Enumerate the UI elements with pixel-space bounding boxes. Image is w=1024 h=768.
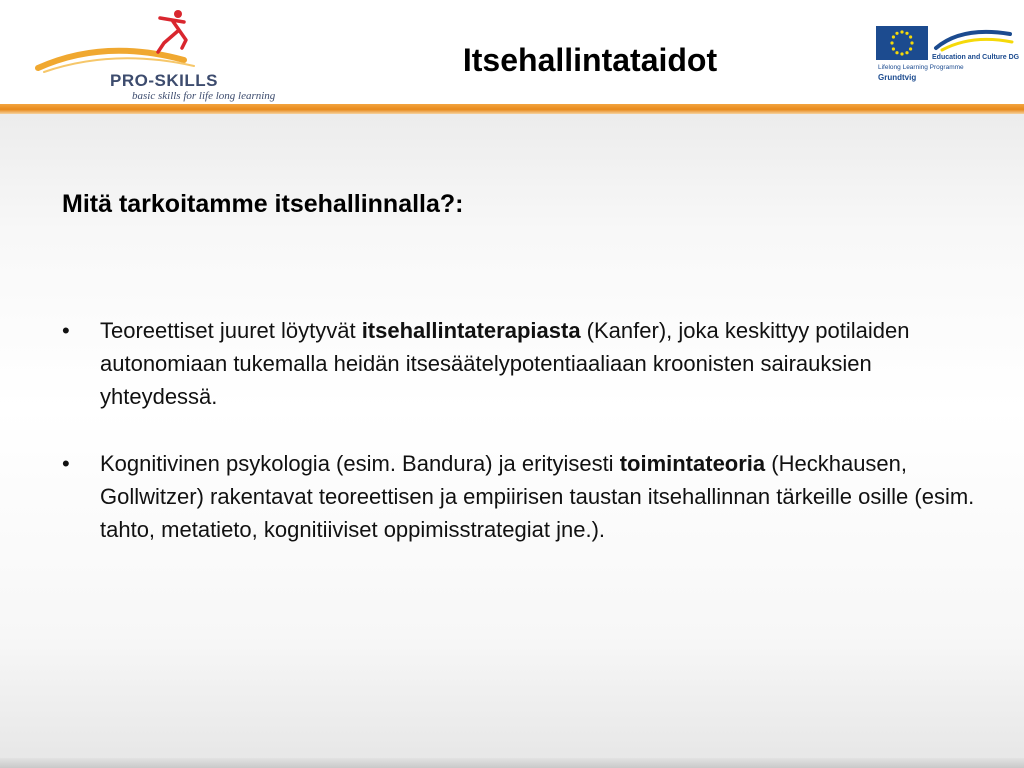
header-divider-bar [0,104,1024,114]
bullet-text: Teoreettiset juuret löytyvät [100,318,362,343]
eu-lifelong-learning-logo [876,22,1018,88]
slide-title: Itsehallintataidot [462,42,718,78]
eu-department-label: Education and Culture DG [932,54,1020,61]
bullet-list [62,314,982,546]
bullet-text: (Kanfer), joka keskittyy potilaiden autonomiaan tukemalla heidän itsesäätelypotentiaaliaan kroonisten sairauksien yhteydessä. [100,318,910,409]
pro-skills-logo [34,8,276,102]
slide-subtitle: Mitä tarkoitamme itsehallinnalla?: [62,190,464,218]
eu-subprogramme-label: Grundtvig [878,73,917,82]
bullet-text: (Heckhausen, Gollwitzer) rakentavat teoreettisen ja empiirisen taustan itsehallinnan tärkeille osille (esim. tahto, metatieto, kognitiiviset oppimisstrategiat jne.). [100,451,975,542]
logo-tagline: basic skills for life long learning [132,90,276,102]
bullet-marker: • [62,318,70,343]
eu-flag-icon [876,26,928,60]
bullet-bold-term: toimintateoria [619,451,766,476]
bullet-marker: • [62,451,70,476]
bullet-item [62,314,982,413]
logo-name: PRO-SKILLS [110,71,218,90]
swoosh-icon [932,24,1016,54]
slide-header [0,0,1024,104]
bullet-text: Kognitivinen psykologia (esim. Bandura) ja erityisesti [100,451,620,476]
eu-programme-label: Lifelong Learning Programme [878,64,964,71]
bullet-item [62,447,982,546]
bullet-bold-term: itsehallintaterapiasta [361,318,581,343]
